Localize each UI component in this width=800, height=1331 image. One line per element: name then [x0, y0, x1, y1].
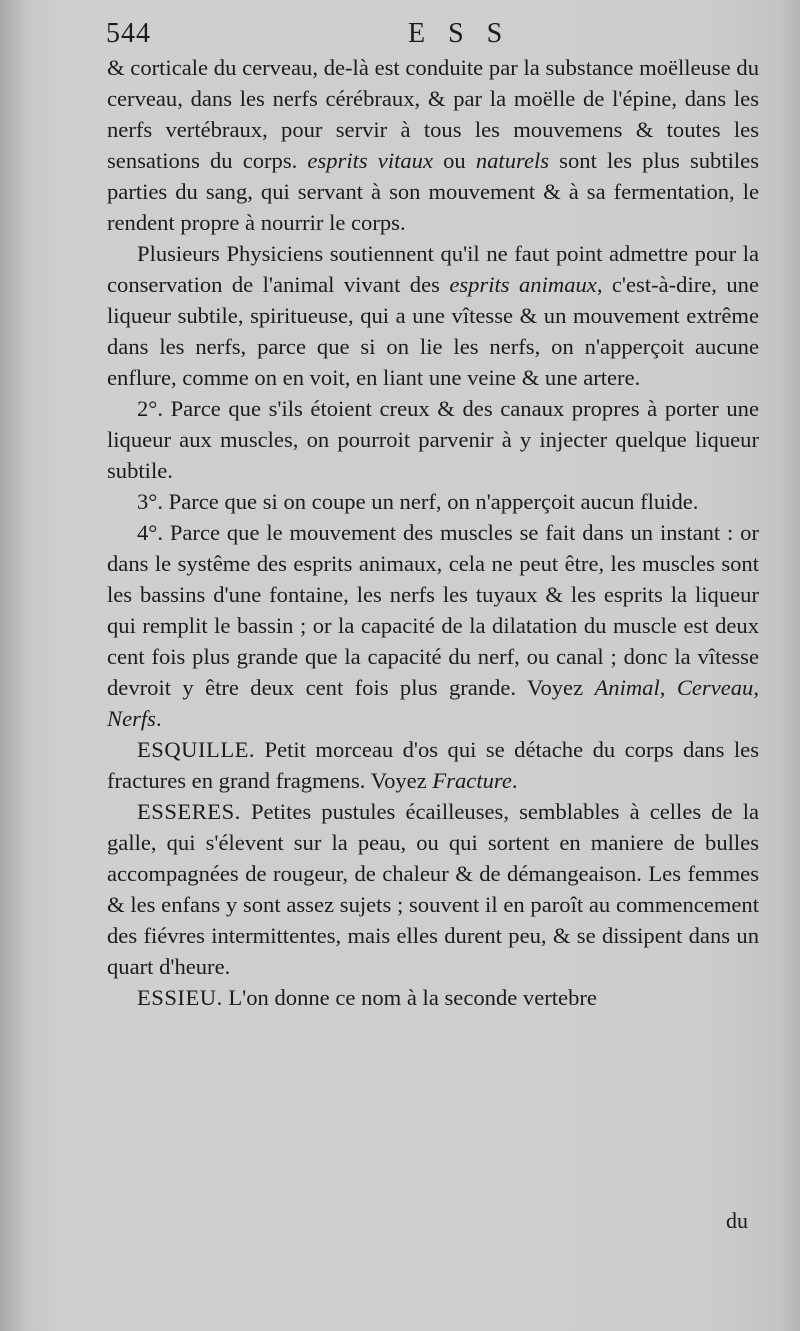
entry-headword: ESSERES.	[137, 799, 241, 824]
page-body	[107, 52, 759, 1013]
italic-term: esprits animaux	[449, 272, 597, 297]
paragraph-physiciens: Plusieurs Physiciens soutiennent qu'il ne faut point admettre pour la conservation de l'animal vivant des esprits animaux, c'est-à-dire, une liqueur subtile, spiritueuse, qui a une vîtesse & un mouvement extrême dans les nerfs, parce que si on lie les nerfs, on n'apperçoit aucune enflure, comme on en voit, en liant une veine & une artere.	[107, 241, 759, 390]
paragraph-point-3: 3°. Parce que si on coupe un nerf, on n'apperçoit aucun fluide.	[137, 489, 699, 514]
catchword: du	[726, 1208, 748, 1233]
paragraph-point-2: 2°. Parce que s'ils étoient creux & des canaux propres à porter une liqueur aux muscles, on pourroit parvenir à y injecter quelque liqueur subtile.	[107, 396, 759, 483]
entry-esquille: ESQUILLE. Petit morceau d'os qui se détache du corps dans les fractures en grand fragmens. Voyez Fracture.	[107, 737, 759, 793]
entry-headword: ESQUILLE.	[137, 737, 256, 762]
italic-term: naturels	[475, 148, 550, 173]
paragraph-point-4: 4°. Parce que le mouvement des muscles se fait dans un instant : or dans le systême des esprits animaux, cela ne peut être, les muscles sont les bassins d'une fontaine, les nerfs les tuyaux & les esprits la liqueur qui remplit le bassin ; or la capacité de la dilatation du muscle est deux cent fois plus grande que la capacité du nerf, ou canal ; donc la vîtesse devroit y être deux cent fois plus grande. Voyez Animal, Cerveau, Nerfs.	[107, 520, 760, 731]
entry-esseres: ESSERES. Petites pustules écailleuses, semblables à celles de la galle, qui s'élevent sur la peau, ou qui sortent en maniere de bulles accompagnées de rougeur, de chaleur & de démangeaison. Les femmes & les enfans y sont assez sujets ; souvent il en paroît au commencement des fiévres intermittentes, mais elles durent peu, & se dissipent dans un quart d'heure.	[107, 799, 759, 979]
paragraph-esprits-continuation: & corticale du cerveau, de-là est conduite par la substance moëlleuse du cerveau, dans les nerfs cérébraux, & par la moëlle de l'épine, dans les nerfs vertébraux, pour servir à tous les mouvemens & toutes les sensations du corps. esprits vitaux ou naturels sont les plus subtiles parties du sang, qui servant à son mouvement & à sa fermentation, le rendent propre à nourrir le corps.	[107, 55, 759, 235]
page-header	[0, 18, 800, 52]
italic-term: Fracture	[432, 768, 512, 793]
italic-term: esprits vitaux	[307, 148, 433, 173]
italic-term: Nerfs	[107, 706, 156, 731]
entry-headword: ESSIEU.	[137, 985, 223, 1010]
running-head: E S S	[408, 18, 511, 49]
italic-term: Animal	[594, 675, 660, 700]
italic-term: Cerveau	[676, 675, 754, 700]
page-number: 544	[106, 18, 151, 49]
entry-essieu: ESSIEU. L'on donne ce nom à la seconde vertebre	[137, 985, 597, 1010]
